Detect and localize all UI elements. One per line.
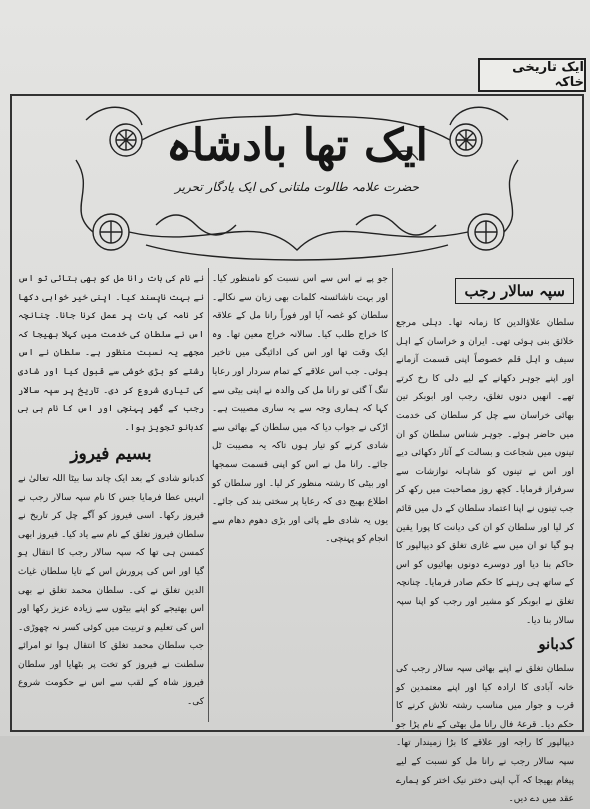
article-byline: حضرت علامہ طالوت ملتانی کی ایک یادگار تحریر	[175, 180, 419, 194]
middle-column	[212, 270, 388, 549]
paragraph: سلطان علاؤالدین کا زمانہ تھا۔ دہلی مرجع خلائق بنی ہوئی تھی۔ ایران و خراسان کے اہل سیف و اہل قلم خصوصاً اپنی قسمت آزمانے اور اپنے جوہر دکھانے کے لیے دلی کا رخ کرتے تھے۔ انھیں دنوں تغلق، رجب اور ابوبکر تین بھائی خراسان سے چل کر سلطان کی خدمت میں حاضر ہوئے۔ جوہر شناس سلطان کو ان تینوں میں شجاعت و بسالت کے آثار دکھائی دیے اور اس نے تینوں کو شاہانہ نوازشات سے سرفراز فرمایا۔ کچھ روز مصاحبت میں رکھ کر جب تینوں نے اپنا اعتماد سلطان کے دل میں قائم کر لیا اور سلطان کو ان کی دیانت کا پورا یقین ہو گیا تو ان میں سے غازی تغلق کو دیپالپور کا حاکم بنا دیا اور دوسرے دونوں بھائیوں کو اس کے ساتھ ہی رہنے کا حکم صادر فرمایا۔ چنانچہ تغلق نے ابوبکر کو مشیر اور رجب کو اپنا سپہ سالار بنا دیا۔	[396, 318, 574, 626]
paragraph: سلطان تغلق نے اپنے بھائی سپہ سالار رجب کی خانہ آبادی کا ارادہ کیا اور اپنے معتمدین کو قرب و جوار میں مناسب رشتہ تلاش کرنے کا حکم دیا۔ قرعۂ فال رانا مل بھٹی کے نام پڑا جو دیپالپور کا راجہ اور علاقے کا بڑا زمیندار تھا۔ سپہ سالار رجب نے رانا مل کو نسبت کے لیے پیغام بھیجا کہ آپ اپنی دختر نیک اختر کو ہمارے عقد میں دے دیں۔	[396, 664, 574, 805]
series-label-box	[478, 58, 586, 92]
column-divider	[208, 268, 209, 722]
paragraph: نے نام کی بات رانا مل کو بھی بتائی تو اس نے بہت ناپسند کیا۔ اپنی خیر خواہی دکھا کر نامہ کی بات پر عمل کرنا جانا۔ چنانچہ اس نے سلطان کی خدمت میں کہلا بھیجا کہ مجھے یہ نسبت منظور ہے۔ سلطان نے اس رشتے کو بڑی خوشی سے قبول کیا اور شادی کی تیاری شروع کر دی۔ تاریخ پر سپہ سالار رجب کے گھر پہنچی اور اس کا نام بی بی کدبانو تجویز ہوا۔	[18, 274, 204, 433]
section-heading	[396, 278, 574, 310]
section-subheading	[396, 632, 574, 656]
paragraph: جو پے نے اس سے اس نسبت کو نامنظور کیا۔ اور بہت ناشائستہ کلمات بھی زبان سے نکالے۔ سلطان کو غصہ آیا اور فوراً رانا مل کے علاقہ کا خراج طلب کیا۔ سالانہ خراج معین تھا۔ وہ ایک وقت تھا اور اس کی ادائیگی میں تاخیر ہوئی۔ جب اس علاقے کے تمام سردار اور رعایا تنگ آ گئی تو رانا مل کی والدہ نے اپنی بیٹی سے کہا کہ ہماری وجہ سے یہ ساری مصیبت ہے۔ اڑکی نے جواب دیا کہ میں سلطان کے بھائی سے شادی کرنے کو تیار ہوں تاکہ یہ مصیبت ٹل جائے۔ رانا مل نے اس کو اپنی قسمت سمجھا اور بیٹی کا رشتہ منظور کر لیا۔ اور سلطان کو اطلاع بھیج دی کہ رعایا پر سختی بند کی جائے۔ یوں یہ شادی طے پائی اور بڑی دھوم دھام سے انجام کو پہنچی۔	[212, 274, 388, 545]
title-block	[56, 100, 538, 268]
paragraph: کدبانو شادی کے بعد ایک چاند سا بیٹا اللہ تعالیٰ نے انہیں عطا فرمایا جس کا نام سپہ سالار رجب نے فیروز رکھا۔ اسی فیروز کو آگے چل کر تاریخ نے سلطان فیروز تغلق کے نام سے یاد کیا۔ فیروز ابھی کمسن ہی تھا کہ سپہ سالار رجب کا انتقال ہو گیا اور اس کی پرورش اس کے تایا سلطان غیاث الدین تغلق نے کی۔ سلطان محمد تغلق نے بھی اس بھتیجے کو اپنے بیٹوں سے زیادہ عزیز رکھا اور اس کی تعلیم و تربیت میں کوئی کسر نہ چھوڑی۔ جب سلطان محمد تغلق کا انتقال ہوا تو امرائے سلطنت نے فیروز کو تخت پر بٹھایا اور سلطان فیروز شاہ کے لقب سے اس نے حکومت شروع کی۔	[18, 473, 204, 708]
column-divider	[392, 268, 393, 722]
article-title: ایک تھا بادشاہ	[166, 120, 428, 171]
subheading-text: کدبانو	[538, 635, 574, 654]
author-name: بسیم فیروز	[70, 444, 152, 465]
series-label: ایک تاریخی خاکہ	[512, 60, 584, 90]
heading-box: سپہ سالار رجب	[455, 278, 574, 304]
right-column	[396, 276, 574, 809]
left-column	[18, 270, 204, 712]
